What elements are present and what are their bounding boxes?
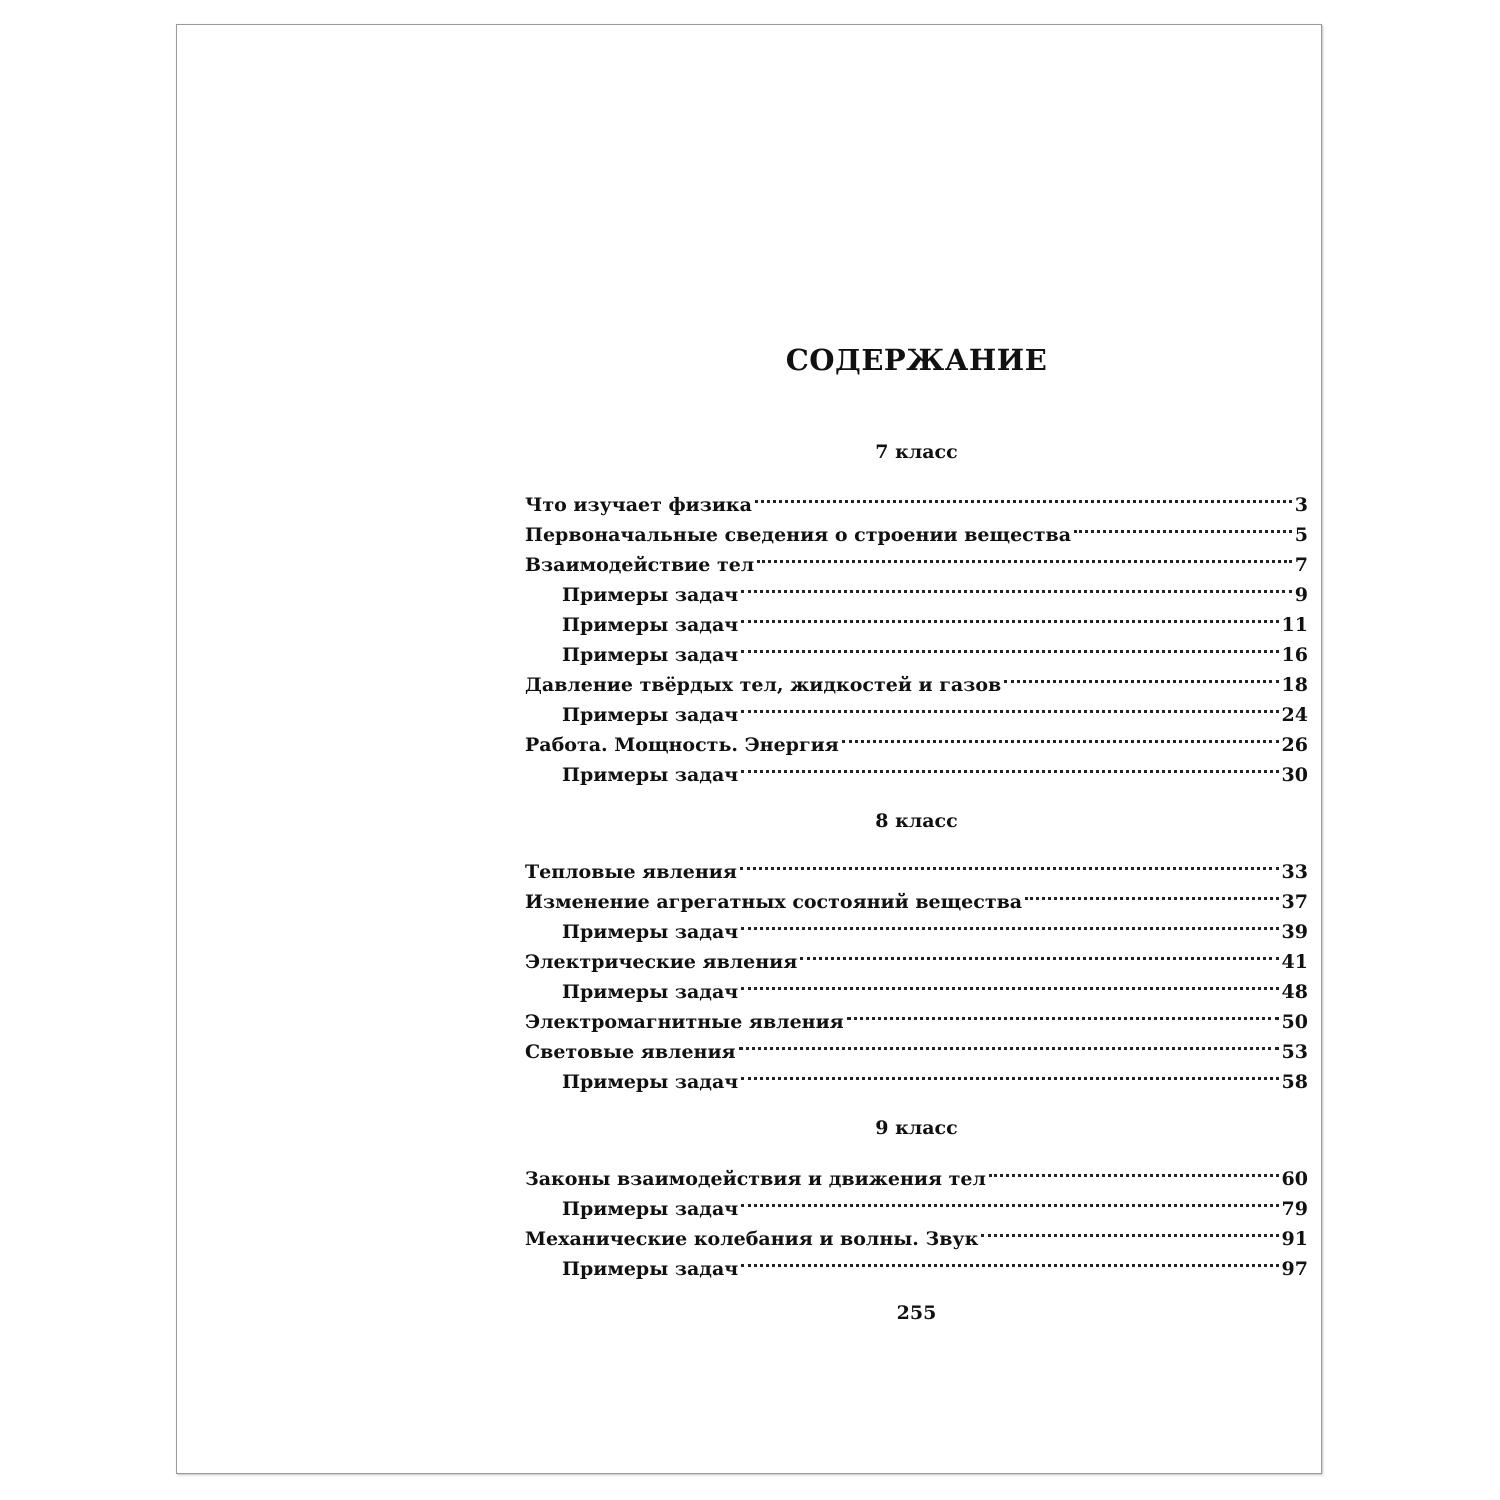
toc-entry-label: Электрические явления xyxy=(525,951,798,973)
toc-entry xyxy=(525,481,1308,516)
toc-entry-page: 58 xyxy=(1281,1071,1308,1093)
toc-entry-page: 3 xyxy=(1294,494,1308,516)
toc-entry-label: Примеры задач xyxy=(562,764,739,786)
toc-entry-label: Законы взаимодействия и движения тел xyxy=(525,1168,986,1190)
dot-leader xyxy=(741,571,1292,601)
toc-entry xyxy=(525,1155,1308,1190)
toc-entry-page: 37 xyxy=(1281,891,1308,913)
table-of-contents xyxy=(525,340,1308,1328)
toc-entry-label: Работа. Мощность. Энергия xyxy=(525,734,839,756)
section-heading: 7 класс xyxy=(875,441,958,463)
dot-leader xyxy=(800,938,1278,968)
toc-entry-label: Примеры задач xyxy=(562,614,739,636)
dot-leader xyxy=(1004,661,1278,691)
dot-leader xyxy=(741,601,1278,631)
toc-sections xyxy=(525,437,1308,1280)
toc-entry-label: Что изучает физика xyxy=(525,494,752,516)
page-number: 255 xyxy=(896,1302,937,1324)
toc-entry-label: Примеры задач xyxy=(562,1071,739,1093)
toc-entry-label: Первоначальные сведения о строении вещества xyxy=(525,524,1072,546)
toc-entry-label: Изменение агрегатных состояний вещества xyxy=(525,891,1023,913)
toc-entry-page: 48 xyxy=(1281,981,1308,1003)
toc-entry-page: 50 xyxy=(1281,1011,1308,1033)
toc-entry-label: Механические колебания и волны. Звук xyxy=(525,1228,979,1250)
toc-entry-page: 60 xyxy=(1281,1168,1308,1190)
toc-entry-label: Примеры задач xyxy=(562,584,739,606)
dot-leader xyxy=(741,1058,1278,1088)
toc-entry-page: 24 xyxy=(1281,704,1308,726)
dot-leader xyxy=(739,1028,1279,1058)
dot-leader xyxy=(842,721,1279,751)
dot-leader xyxy=(847,998,1279,1028)
dot-leader xyxy=(981,1215,1278,1245)
toc-entry-label: Примеры задач xyxy=(562,1258,739,1280)
toc-entry-label: Электромагнитные явления xyxy=(525,1011,844,1033)
toc-entry-page: 30 xyxy=(1281,764,1308,786)
toc-entry xyxy=(525,848,1308,883)
dot-leader xyxy=(741,751,1278,781)
dot-leader xyxy=(741,968,1278,998)
toc-entry-label: Световые явления xyxy=(525,1041,736,1063)
dot-leader xyxy=(755,481,1292,511)
dot-leader xyxy=(740,848,1279,878)
dot-leader xyxy=(741,908,1278,938)
toc-entry-page: 7 xyxy=(1294,554,1308,576)
dot-leader xyxy=(1025,878,1278,908)
section-heading: 9 класс xyxy=(875,1117,958,1139)
toc-entry-page: 26 xyxy=(1281,734,1308,756)
toc-entry-page: 16 xyxy=(1281,644,1308,666)
section-heading: 8 класс xyxy=(875,810,958,832)
toc-entry-page: 18 xyxy=(1281,674,1308,696)
toc-entry-label: Примеры задач xyxy=(562,644,739,666)
toc-entry-page: 79 xyxy=(1281,1198,1308,1220)
dot-leader xyxy=(741,1245,1278,1275)
dot-leader xyxy=(741,691,1278,721)
toc-entry-label: Примеры задач xyxy=(562,704,739,726)
document-page xyxy=(176,24,1322,1474)
dot-leader xyxy=(741,631,1278,661)
toc-entry-page: 9 xyxy=(1294,584,1308,606)
toc-entry-page: 39 xyxy=(1281,921,1308,943)
toc-entry-label: Примеры задач xyxy=(562,921,739,943)
toc-entry-page: 5 xyxy=(1294,524,1308,546)
toc-entry-page: 91 xyxy=(1281,1228,1308,1250)
toc-entry-page: 11 xyxy=(1281,614,1308,636)
toc-entry-page: 97 xyxy=(1281,1258,1308,1280)
toc-entry-page: 53 xyxy=(1281,1041,1308,1063)
toc-entry-label: Тепловые явления xyxy=(525,861,737,883)
dot-leader xyxy=(757,541,1292,571)
page-title: СОДЕРЖАНИЕ xyxy=(785,343,1048,377)
toc-entry-label: Примеры задач xyxy=(562,981,739,1003)
dot-leader xyxy=(1074,511,1292,541)
toc-entry-label: Давление твёрдых тел, жидкостей и газов xyxy=(525,674,1002,696)
toc-entry-page: 41 xyxy=(1281,951,1308,973)
toc-entry-label: Взаимодействие тел xyxy=(525,554,755,576)
toc-entry-page: 33 xyxy=(1281,861,1308,883)
dot-leader xyxy=(989,1155,1279,1185)
dot-leader xyxy=(741,1185,1278,1215)
toc-entry-label: Примеры задач xyxy=(562,1198,739,1220)
